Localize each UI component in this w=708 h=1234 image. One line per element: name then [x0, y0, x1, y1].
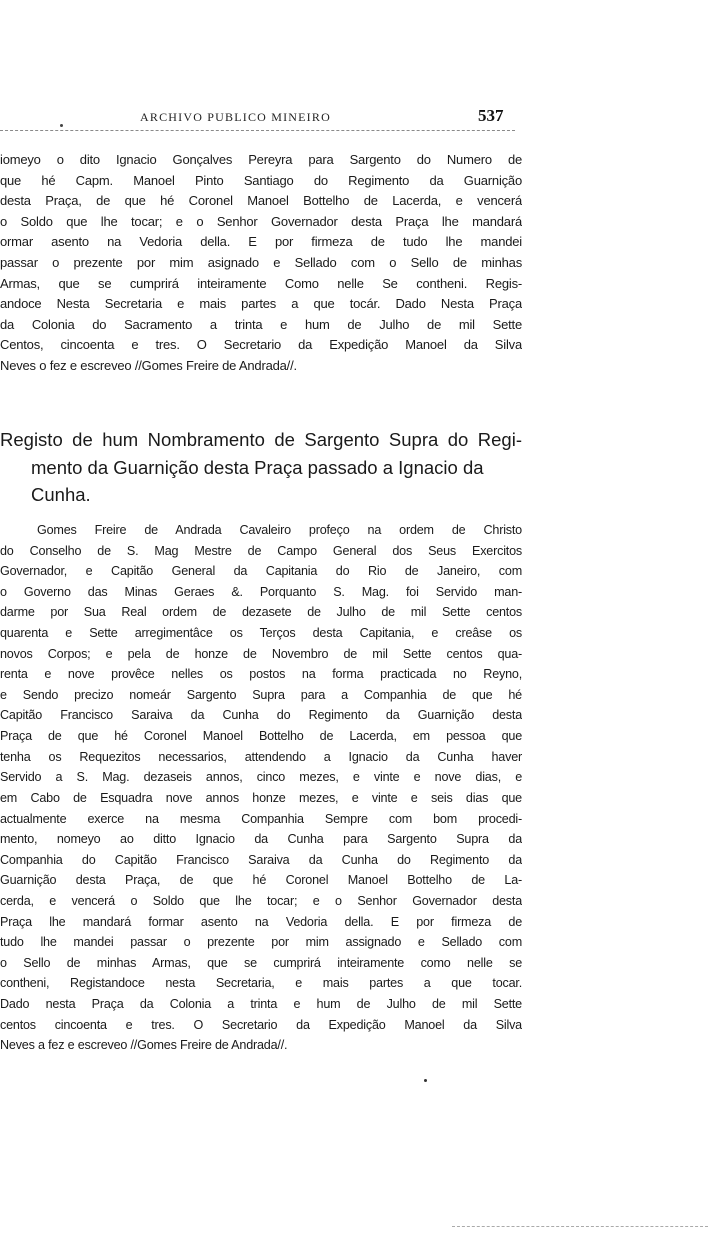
text-line: e Sendo precizo nomeár Sargento Supra para a Companhia de que hé	[0, 687, 522, 702]
text-line: iomeyo o dito Ignacio Gonçalves Pereyra para Sargento do Numero de	[0, 152, 522, 167]
text-line: ormar asento na Vedoria della. E por firmeza de tudo lhe mandei	[0, 234, 522, 250]
running-title: ARCHIVO PUBLICO MINEIRO	[140, 110, 331, 124]
text-line: quarenta e Sette arregimentâce os Terços desta Capitania, e creâse os	[0, 626, 522, 641]
text-line: Praça de que hé Coronel Manoel Bottelho de Lacerda, em pessoa que	[0, 729, 522, 744]
text-line: Companhia do Capitão Francisco Saraiva da Cunha do Regimento da	[0, 852, 522, 867]
page-number: 537	[478, 106, 504, 125]
section-heading	[0, 426, 522, 509]
text-line: actualmente exerce na mesma Companhia Sempre com bom procedi-	[0, 811, 522, 826]
text-line: o Governo das Minas Geraes &. Porquanto S. Mag. foi Servido man-	[0, 584, 522, 599]
header-mark	[60, 124, 63, 127]
text-line: Praça lhe mandará formar asento na Vedoria della. E por firmeza de	[0, 914, 522, 929]
text-line: renta e nove provêce nelles os postos na forma practicada no Reyno,	[0, 667, 522, 682]
text-line: Guarnição desta Praça, de que hé Coronel Manoel Bottelho de La-	[0, 873, 522, 888]
running-head	[0, 106, 708, 130]
text-line: que hé Capm. Manoel Pinto Santiago do Regimento da Guarnição	[0, 172, 522, 188]
text-line: tudo lhe mandei passar o prezente por mim assignado e Sellado com	[0, 935, 522, 950]
text-line: Centos, cincoenta e tres. O Secretario da Expedição Manoel da Silva	[0, 337, 522, 353]
text-line: novos Corpos; e pela de honze de Novembro de mil Sette centos qua-	[0, 646, 522, 661]
text-line: mento, nomeyo ao ditto Ignacio da Cunha para Sargento Supra da	[0, 832, 522, 847]
text-line: Armas, que se cumprirá inteiramente Como nelle Se contheni. Regis-	[0, 275, 522, 291]
text-line: o Soldo que lhe tocar; e o Senhor Governador desta Praça lhe mandará	[0, 213, 522, 229]
text-line: Neves o fez e escreveo //Gomes Freire de Andrada//.	[0, 357, 297, 373]
text-line: tenha os Requezitos necessarios, attendendo a Ignacio da Cunha haver	[0, 749, 522, 764]
text-line: Gomes Freire de Andrada Cavaleiro profeço na ordem de Christo	[37, 523, 522, 537]
heading-line: Cunha.	[31, 484, 91, 505]
text-line: darme por Sua Real ordem de dezasete de Julho de mil Sette centos	[0, 605, 522, 620]
document-text-continuation	[0, 150, 522, 377]
text-line: desta Praça, de que hé Coronel Manoel Bottelho de Lacerda, e vencerá	[0, 193, 522, 209]
header-rule	[0, 130, 515, 131]
text-line: Neves a fez e escreveo //Gomes Freire de Andrada//.	[0, 1038, 288, 1053]
text-line: centos cincoenta e tres. O Secretario da Expedição Manoel da Silva	[0, 1017, 522, 1032]
text-line: Servido a S. Mag. dezaseis annos, cinco mezes, e vinte e nove dias, e	[0, 770, 522, 785]
text-line: cerda, e vencerá o Soldo que lhe tocar; e o Senhor Governador desta	[0, 893, 522, 908]
text-line: Dado nesta Praça da Colonia a trinta e hum de Julho de mil Sette	[0, 997, 522, 1012]
text-line: da Colonia do Sacramento a trinta e hum de Julho de mil Sette	[0, 316, 522, 332]
heading-line: Registo de hum Nombramento de Sargento Supra do Regi-	[0, 429, 522, 450]
document-text-body	[0, 520, 522, 1056]
text-line: andoce Nesta Secretaria e mais partes a que tocár. Dado Nesta Praça	[0, 296, 522, 312]
text-line: do Conselho de S. Mag Mestre de Campo General dos Seus Exercitos	[0, 543, 522, 558]
footer-rule	[452, 1226, 708, 1227]
text-line: em Cabo de Esquadra nove annos honze mezes, e vinte e seis dias que	[0, 790, 522, 805]
text-line: Governador, e Capitão General da Capitania do Rio de Janeiro, com	[0, 564, 522, 579]
text-line: Capitão Francisco Saraiva da Cunha do Regimento da Guarnição desta	[0, 708, 522, 723]
text-line: passar o prezente por mim asignado e Sellado com o Sello de minhas	[0, 254, 522, 270]
text-line: o Sello de minhas Armas, que se cumprirá inteiramente como nelle se	[0, 955, 522, 970]
heading-line: mento da Guarnição desta Praça passado a Ignacio da	[31, 456, 484, 478]
ink-speck	[424, 1079, 427, 1082]
text-line: contheni, Registandoce nesta Secretaria, e mais partes a que tocar.	[0, 976, 522, 991]
